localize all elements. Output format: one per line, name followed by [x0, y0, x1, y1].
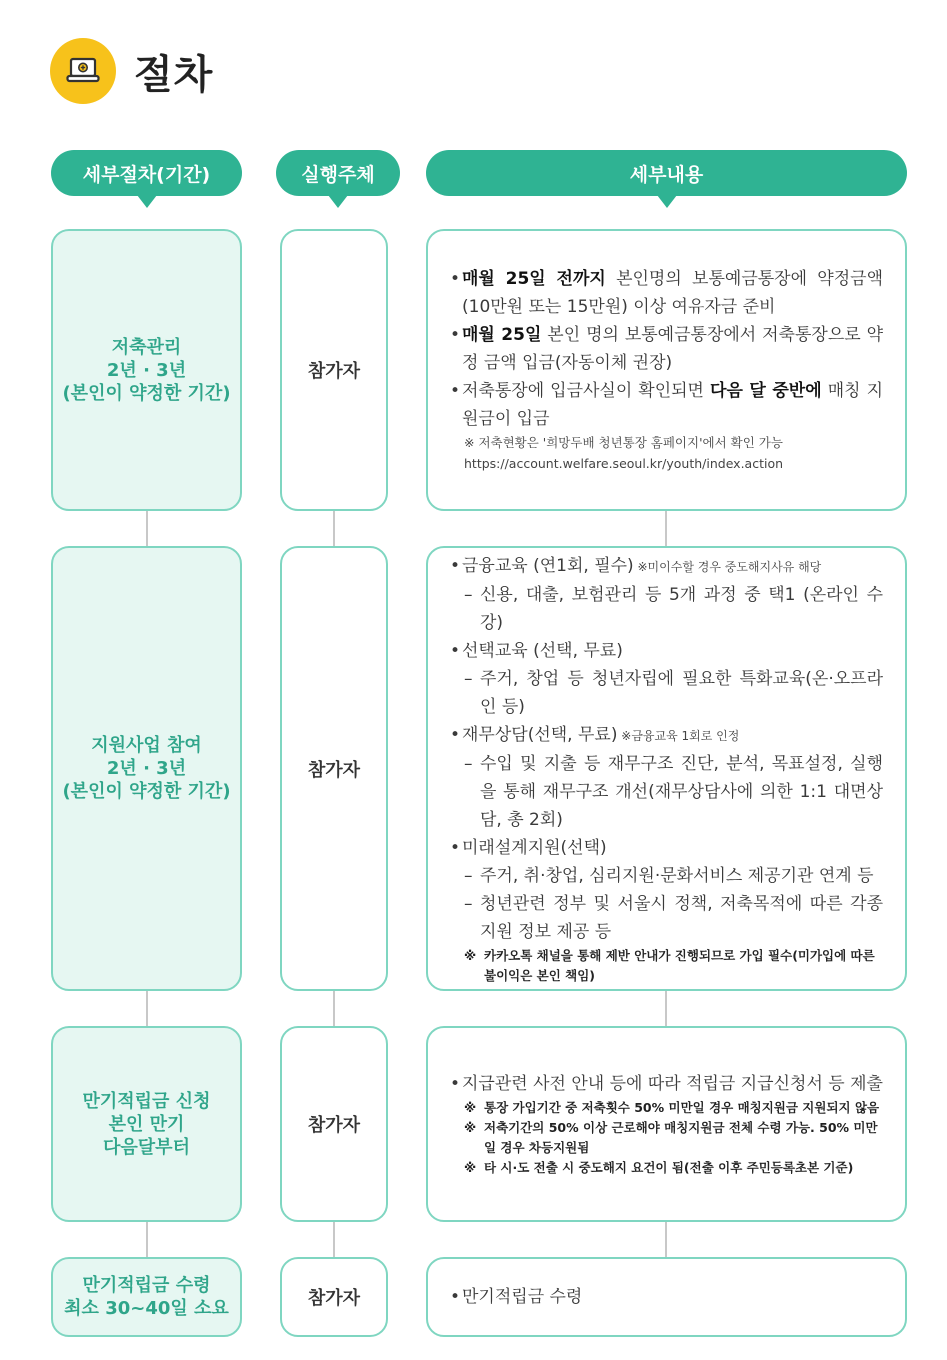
- sub-item: – 주거, 창업 등 청년자립에 필요한 특화교육(온·오프라인 등): [450, 665, 883, 721]
- bullet-item: • 재무상담(선택, 무료) ※금융교육 1회로 인정: [450, 721, 883, 750]
- notice-text: ※ 타 시·도 전출 시 중도해지 요건이 됨(전출 이후 주민등록초본 기준): [450, 1158, 883, 1178]
- bullet-item: • 선택교육 (선택, 무료): [450, 637, 883, 665]
- website-url: https://account.welfare.seoul.kr/youth/index.action: [464, 456, 784, 471]
- sub-item: – 수입 및 지출 등 재무구조 진단, 분석, 목표설정, 실행을 통해 재무구조 개선(재무상담사에 의한 1:1 대면상담, 총 2회): [450, 750, 883, 834]
- notice-text: ※ 카카오톡 채널을 통해 제반 안내가 진행되므로 가입 필수(미가입에 따른 불이익은 본인 책임): [450, 946, 883, 986]
- stage-label: 만기적립금 신청 본인 만기 다음달부터: [82, 1090, 211, 1158]
- stage-box: [51, 546, 242, 991]
- actor-box: [280, 1026, 388, 1222]
- actor-label: 참가자: [307, 1115, 361, 1136]
- header-actor: 실행주체: [276, 150, 400, 196]
- stage-box: [51, 229, 242, 511]
- actor-label: 참가자: [307, 361, 361, 382]
- sub-item: – 청년관련 정부 및 서울시 정책, 저축목적에 따른 각종 지원 정보 제공 등: [450, 890, 883, 946]
- bullet-item: • 지급관련 사전 안내 등에 따라 적립금 지급신청서 등 제출: [450, 1070, 883, 1098]
- connector-line: [333, 510, 335, 548]
- connector-line: [146, 990, 148, 1028]
- header-stage: 세부절차(기간): [51, 150, 242, 196]
- header-detail: 세부내용: [426, 150, 907, 196]
- actor-box: [280, 1257, 388, 1337]
- note-text: ※ 저축현황은 '희망두배 청년통장 홈페이지'에서 확인 가능: [464, 435, 783, 450]
- sub-item: – 주거, 취·창업, 심리지원·문화서비스 제공기관 연계 등: [450, 862, 883, 890]
- sub-item: – 신용, 대출, 보험관리 등 5개 과정 중 택1 (온라인 수강): [450, 581, 883, 637]
- page-header: [50, 36, 213, 106]
- bullet-item: • 만기적립금 수령: [450, 1283, 883, 1311]
- page-title: 절차: [134, 51, 214, 98]
- detail-box: [426, 229, 907, 511]
- bullet-item: • 저축통장에 입금사실이 확인되면 다음 달 중반에 매칭 지원금이 입금: [450, 377, 883, 433]
- bullet-item: • 매월 25일 전까지 본인명의 보통예금통장에 약정금액 (10만원 또는 15만원) 이상 여유자금 준비: [450, 265, 883, 321]
- bullet-item: • 미래설계지원(선택): [450, 834, 883, 862]
- actor-box: [280, 546, 388, 991]
- stage-label: 지원사업 참여 2년 · 3년 (본인이 약정한 기간): [62, 735, 231, 802]
- stage-label: 저축관리 2년 · 3년 (본인이 약정한 기간): [62, 336, 231, 404]
- detail-box: [426, 1257, 907, 1337]
- laptop-icon: [50, 38, 116, 104]
- detail-box: [426, 546, 907, 991]
- actor-box: [280, 229, 388, 511]
- connector-line: [146, 510, 148, 548]
- connector-line: [333, 990, 335, 1028]
- connector-line: [665, 1220, 667, 1258]
- stage-box: [51, 1257, 242, 1337]
- detail-box: [426, 1026, 907, 1222]
- notice-text: ※ 저축기간의 50% 이상 근로해야 매칭지원금 전체 수령 가능. 50% 미만일 경우 차등지원됨: [450, 1118, 883, 1158]
- stage-label: 만기적립금 수령 최소 30~40일 소요: [64, 1275, 229, 1319]
- connector-line: [665, 990, 667, 1028]
- connector-line: [665, 510, 667, 548]
- notice-text: ※ 통장 가입기간 중 저축횟수 50% 미만일 경우 매칭지원금 지원되지 않음: [450, 1098, 883, 1118]
- connector-line: [146, 1220, 148, 1258]
- actor-label: 참가자: [307, 759, 361, 781]
- connector-line: [333, 1220, 335, 1258]
- stage-box: [51, 1026, 242, 1222]
- bullet-item: • 금융교육 (연1회, 필수) ※미이수할 경우 중도해지사유 해당: [450, 552, 883, 581]
- actor-label: 참가자: [307, 1288, 361, 1309]
- bullet-item: • 매월 25일 본인 명의 보통예금통장에서 저축통장으로 약정 금액 입금(자동이체 권장): [450, 321, 883, 377]
